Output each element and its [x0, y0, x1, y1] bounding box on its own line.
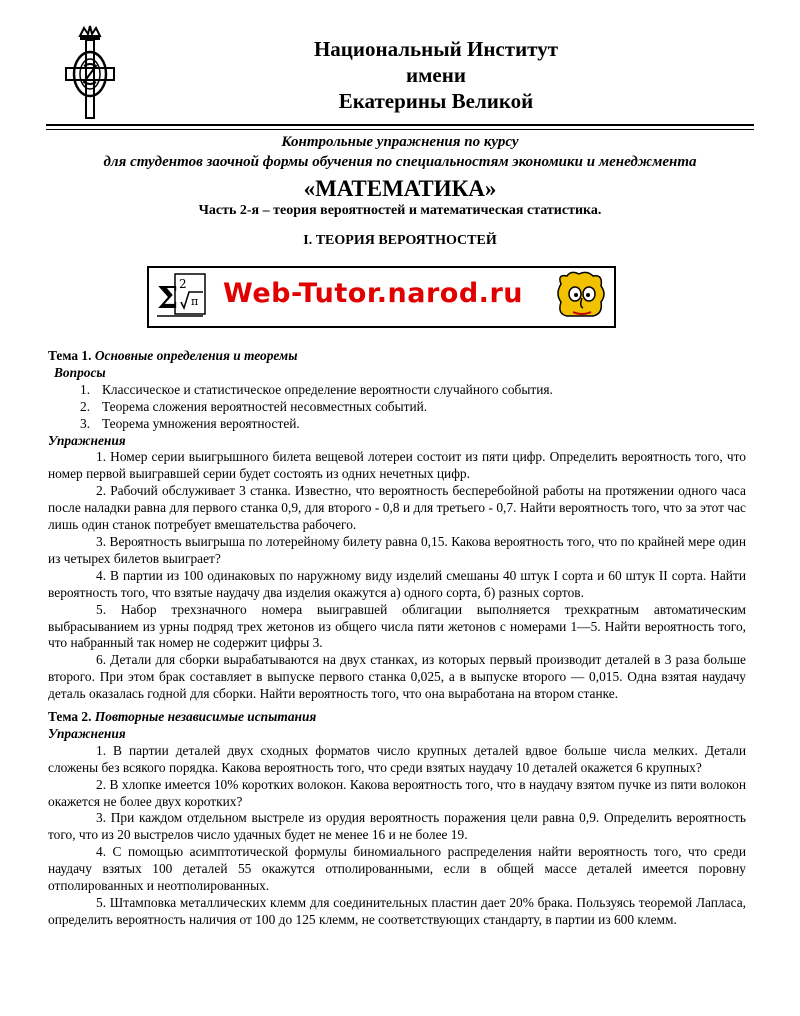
item-text: Классическое и статистическое определение вероятности случайного события.	[102, 381, 553, 397]
exercise-paragraph: 4. В партии из 100 одинаковых по наружному виду изделий смешаны 40 штук I сорта и 60 штук II сорта. Найти вероятность того, что взятые наудачу два изделия окажутся а) одного сорта, б) разных сортов.	[48, 567, 746, 600]
topic-title: Повторные независимые испытания	[94, 709, 317, 725]
exercise-paragraph: 6. Детали для сборки вырабатываются на двух станках, из которых первый производит деталей в 3 раза больше второго. При этом брак составляет в выпуске первого станка 0,025, а в выпуске второго — 0,015. Одна взятая наудачу деталь оказалась годной для сборки. Найти вероятность того, что она выработана на втором станке.	[48, 652, 746, 702]
list-item	[48, 399, 746, 416]
institute-emblem-icon	[62, 22, 118, 122]
exercise-paragraph: 2. В хлопке имеется 10% коротких волокон. Какова вероятность того, что в наудачу взятом пучке из пяти волокон окажется не более двух коротких?	[48, 776, 746, 809]
exercises-label: Упражнения	[48, 725, 126, 741]
questions-label: Вопросы	[54, 364, 106, 380]
subtitle-line-1: Контрольные упражнения по курсу	[281, 134, 519, 150]
list-item	[48, 416, 746, 433]
exercise-paragraph: 1. Номер серии выигрышного билета вещевой лотереи состоит из пяти цифр. Определить вероятность того, что номер первой выигравшей серии будет состоять из одних нечетных цифр.	[48, 449, 746, 482]
document-body	[48, 348, 746, 929]
list-item	[48, 382, 746, 399]
topic-heading	[48, 348, 746, 365]
item-number: 1.	[80, 381, 91, 397]
svg-text:2: 2	[179, 277, 187, 291]
topic-heading	[48, 709, 746, 726]
exercise-paragraph: 4. С помощью асимптотической формулы биномиального распределения найти вероятность того, что среди наудачу взятых 100 деталей 55 окажутся отполированными, если в общей массе деталей имеется поровну отполированных и неотполированных.	[48, 844, 746, 894]
header-divider	[46, 124, 754, 126]
item-number: 3.	[80, 415, 91, 431]
exercise-paragraph: 3. При каждом отдельном выстреле из орудия вероятность поражения цели равна 0,9. Определить вероятность того, что из 20 выстрелов число удачных будет не менее 16 и не более 19.	[48, 810, 746, 843]
questions-list	[48, 382, 746, 433]
item-text: Теорема сложения вероятностей несовместных событий.	[102, 398, 428, 414]
exercises-label: Упражнения	[48, 432, 126, 448]
exercise-paragraph: 1. В партии деталей двух сходных форматов число крупных деталей вдвое больше числа мелких. Детали сложены без всякого порядка. Какова вероятность того, что среди взятых наудачу 10 деталей окажется 6 крупных?	[48, 742, 746, 775]
svg-text:π: π	[191, 295, 199, 308]
header-divider-thin	[46, 129, 754, 130]
topic-label: Тема 2.	[48, 709, 92, 725]
math-symbols-icon	[153, 272, 207, 320]
exercise-paragraph: 5. Штамповка металлических клемм для соединительных пластин дает 20% брака. Пользуясь теоремой Лапласа, определить вероятность наличия от 100 до 125 клемм, не соответствующих стандарту, в партии из 600 клемм.	[48, 895, 746, 927]
exercise-paragraph: 5. Набор трехзначного номера выигравшей облигации выполняется трехкратным автоматическим выбрасыванием из урны подряд трех жетонов из общего числа пяти жетонов с номерами 1—5. Найти вероятность того, что набранный так номер не содержит цифры 3.	[48, 601, 746, 651]
item-text: Теорема умножения вероятностей.	[102, 415, 300, 431]
page-header	[46, 18, 754, 126]
part-title: Часть 2-я – теория вероятностей и математическая статистика.	[198, 203, 602, 218]
topic-title: Основные определения и теоремы	[94, 348, 298, 363]
exercise-paragraph: 2. Рабочий обслуживает 3 станка. Известно, что вероятность бесперебойной работы на протяжении одного часа после наладки равна для первого станка 0,9, для второго - 0,8 и для третьего - 0,7. Найти вероятность того, что за этот час лишь один станок потребует вмешательства рабочего.	[48, 483, 746, 533]
subtitle-line-2: для студентов заочной формы обучения по специальностям экономики и менеджмента	[103, 154, 697, 170]
cartoon-professor-icon	[553, 270, 609, 324]
topic-label: Тема 1.	[48, 348, 92, 363]
item-number: 2.	[80, 398, 91, 414]
institute-name	[206, 36, 666, 114]
section-title: I. ТЕОРИЯ ВЕРОЯТНОСТЕЙ	[303, 233, 497, 248]
web-tutor-banner[interactable]	[147, 266, 616, 328]
banner-site-text: Web-Tutor.narod.ru	[223, 278, 523, 309]
institute-line: Екатерины Великой	[338, 89, 534, 113]
institute-line: Национальный Институт	[313, 37, 559, 61]
svg-text:Σ: Σ	[157, 281, 179, 316]
exercise-paragraph: 3. Вероятность выигрыша по лотерейному билету равна 0,15. Какова вероятность того, что по крайней мере один из четырех билетов выиграет?	[48, 533, 746, 566]
institute-line: имени	[406, 63, 466, 87]
course-title: «МАТЕМАТИКА»	[303, 176, 497, 201]
